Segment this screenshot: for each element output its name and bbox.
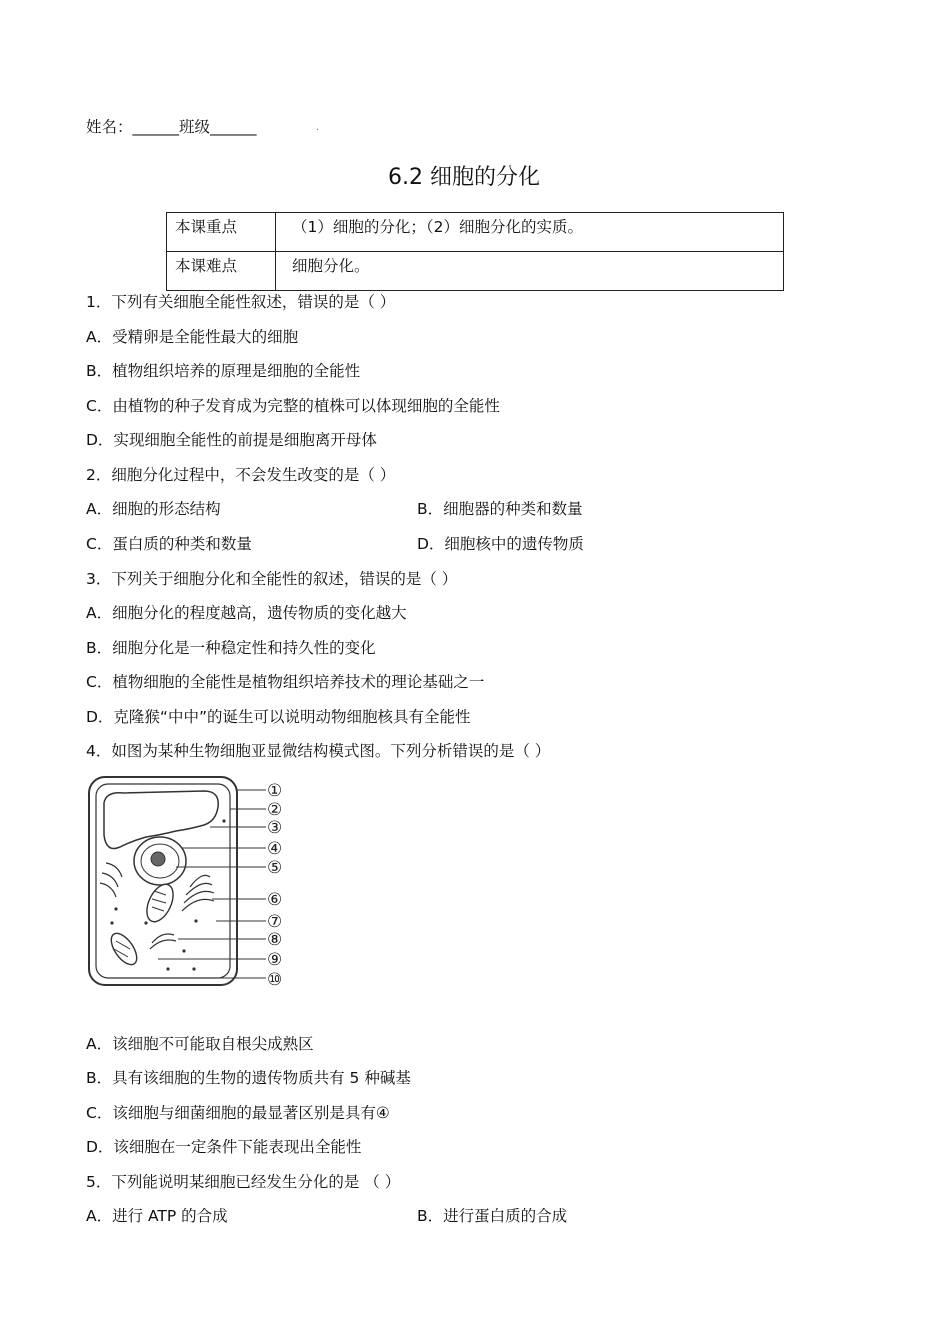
question-5-option-b: B．进行蛋白质的合成	[417, 1207, 568, 1225]
question-1-option-d: D．实现细胞全能性的前提是细胞离开母体	[86, 431, 377, 449]
question-2-option-a: A．细胞的形态结构	[86, 500, 221, 518]
table-row	[167, 213, 784, 252]
diagram-label: ⑦	[267, 912, 283, 932]
question-2-option-b: B．细胞器的种类和数量	[417, 500, 583, 518]
question-1-option-a: A．受精卵是全能性最大的细胞	[86, 328, 299, 346]
question-3-stem: 3．下列关于细胞分化和全能性的叙述，错误的是（ ）	[86, 570, 458, 588]
question-3-option-b: B．细胞分化是一种稳定性和持久性的变化	[86, 639, 376, 657]
diagram-label: ①	[267, 781, 283, 801]
lesson-title: 6.2 细胞的分化	[388, 165, 540, 190]
question-4-option-c: C．该细胞与细菌细胞的最显著区别是具有④	[86, 1104, 390, 1122]
question-4-option-a: A．该细胞不可能取自根尖成熟区	[86, 1035, 314, 1053]
diagram-label: ⑧	[267, 930, 283, 950]
question-5-stem: 5．下列能说明某细胞已经发生分化的是 （ ）	[86, 1173, 401, 1191]
diagram-label: ③	[267, 818, 283, 838]
diagram-label: ⑥	[267, 890, 283, 910]
question-5-option-a: A．进行 ATP 的合成	[86, 1207, 228, 1225]
question-3-option-c: C．植物细胞的全能性是植物组织培养技术的理论基础之一	[86, 673, 485, 691]
table-key-cell: 本课难点	[167, 252, 276, 291]
table-row	[167, 252, 784, 291]
diagram-label: ⑤	[267, 858, 283, 878]
question-4-stem: 4．如图为某种生物细胞亚显微结构模式图。下列分析错误的是（ ）	[86, 742, 551, 760]
question-2-option-d: D．细胞核中的遗传物质	[417, 535, 584, 553]
table-key-cell: 本课重点	[167, 213, 276, 252]
diagram-label: ⑩	[267, 970, 283, 990]
question-1-option-b: B．植物组织培养的原理是细胞的全能性	[86, 362, 361, 380]
diagram-label: ②	[267, 800, 283, 820]
question-1-option-c: C．由植物的种子发育成为完整的植株可以体现细胞的全能性	[86, 397, 500, 415]
paragraph-mark-icon: .	[316, 122, 320, 133]
student-info-line: 姓名：______班级______	[86, 118, 257, 136]
diagram-label: ⑨	[267, 950, 283, 970]
question-1-stem: 1．下列有关细胞全能性叙述，错误的是（ ）	[86, 293, 396, 311]
question-3-option-d: D．克隆猴“中中”的诞生可以说明动物细胞核具有全能性	[86, 708, 471, 726]
question-4-option-b: B．具有该细胞的生物的遗传物质共有 5 种碱基	[86, 1069, 411, 1087]
table-value-cell: （1）细胞的分化；（2）细胞分化的实质。	[276, 213, 784, 252]
plant-cell-diagram	[86, 773, 296, 999]
question-2-option-c: C．蛋白质的种类和数量	[86, 535, 252, 553]
question-4-option-d: D．该细胞在一定条件下能表现出全能性	[86, 1138, 362, 1156]
diagram-label: ④	[267, 839, 283, 859]
lesson-info-table	[166, 212, 784, 291]
table-value-cell: 细胞分化。	[276, 252, 784, 291]
question-3-option-a: A．细胞分化的程度越高，遗传物质的变化越大	[86, 604, 407, 622]
question-2-stem: 2．细胞分化过程中，不会发生改变的是（ ）	[86, 466, 396, 484]
